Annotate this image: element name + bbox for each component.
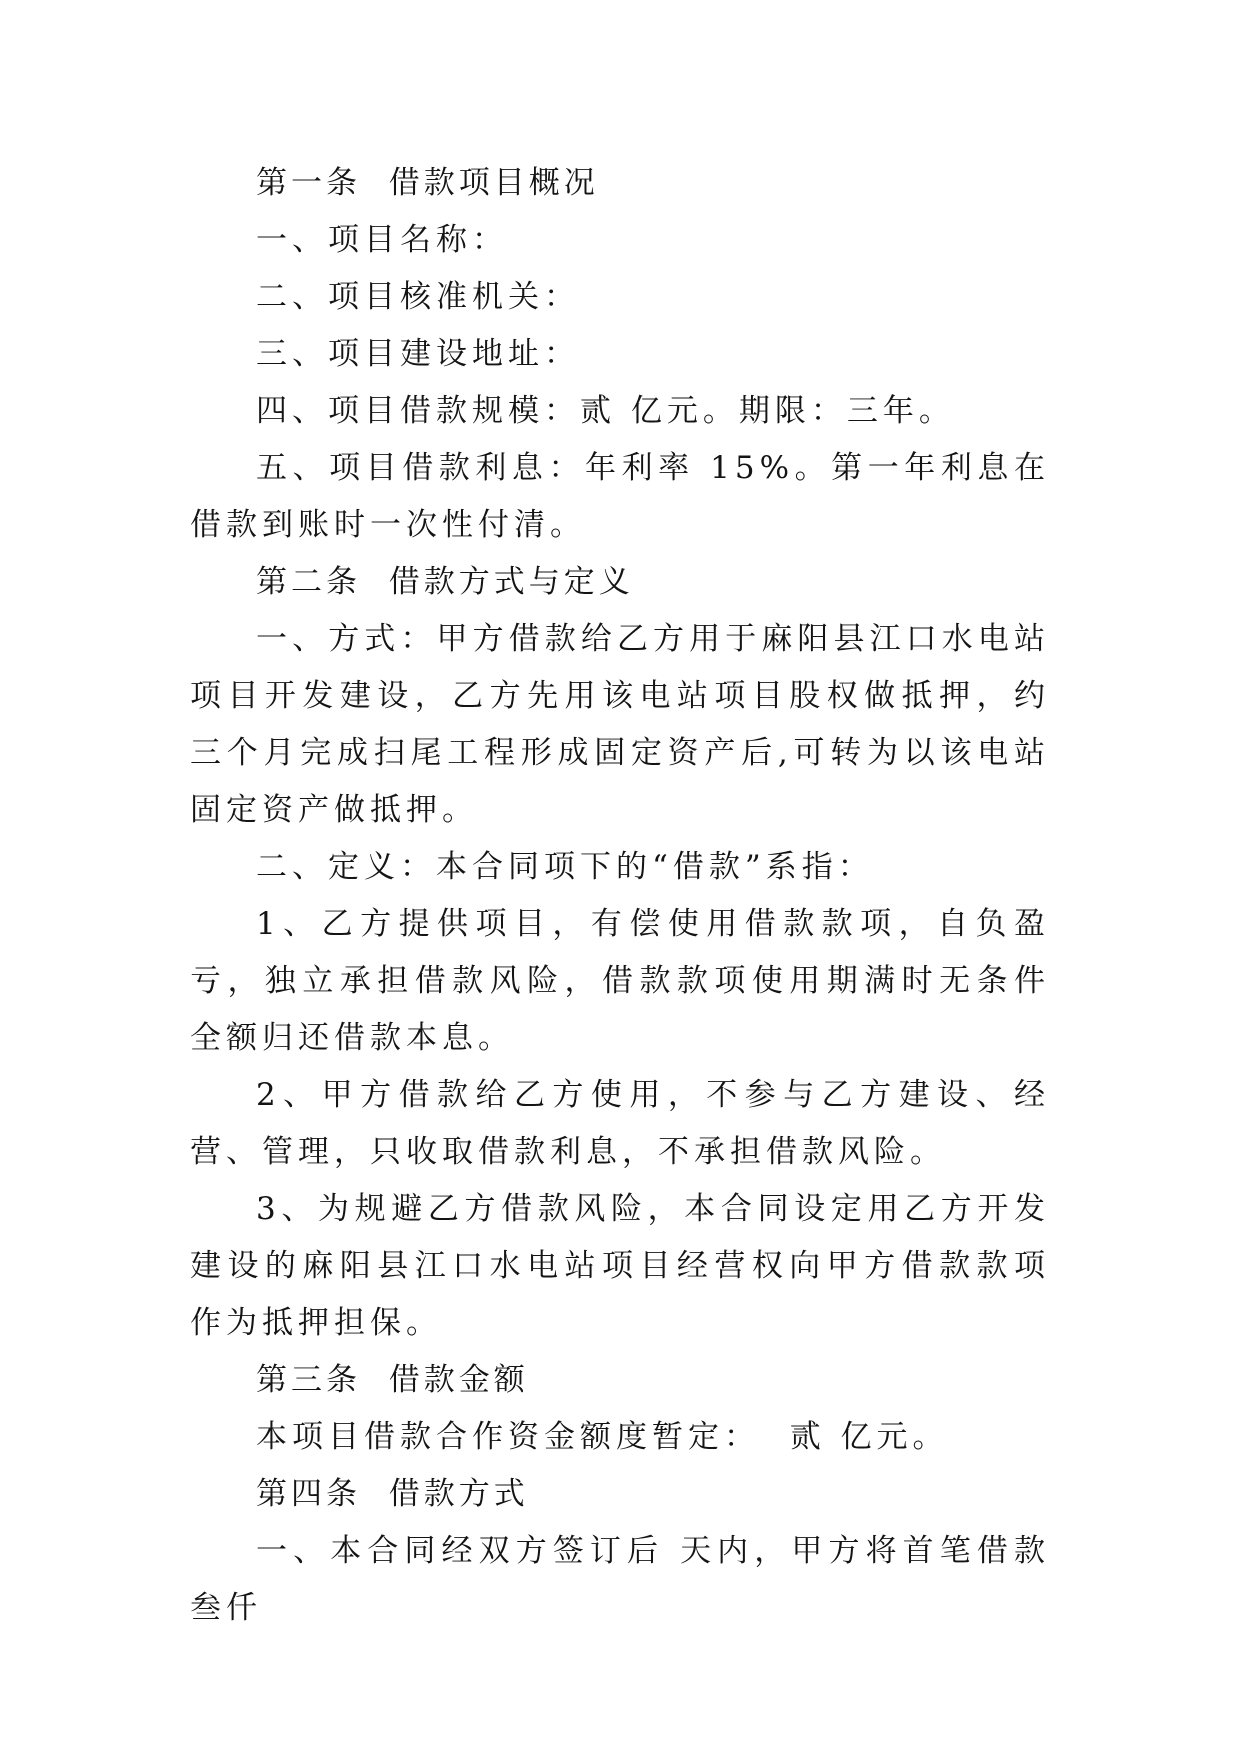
definition-item-3: 3、为规避乙方借款风险，本合同设定用乙方开发建设的麻阳县江口水电站项目经营权向甲方借款款项作为抵押担保。 — [190, 1191, 1050, 1341]
article-1-heading: 第一条 借款项目概况 — [256, 165, 599, 201]
definition-line: 二、定义：本合同项下的“借款”系指： — [256, 849, 874, 885]
article-4-heading: 第四条 借款方式 — [256, 1476, 529, 1512]
article-2-heading: 第二条 借款方式与定义 — [256, 564, 634, 600]
approval-authority-line: 二、项目核准机关： — [256, 279, 580, 315]
loan-scale-line: 四、项目借款规模：贰 亿元。期限：三年。 — [256, 393, 955, 429]
construction-address-line: 三、项目建设地址： — [256, 336, 580, 372]
article-3-heading: 第三条 借款金额 — [256, 1362, 529, 1398]
loan-amount-line: 本项目借款合作资金额度暂定： 贰 亿元。 — [256, 1419, 949, 1455]
definition-item-1: 1、乙方提供项目，有偿使用借款款项，自负盈亏，独立承担借款风险，借款款项使用期满时无条件全额归还借款本息。 — [190, 906, 1050, 1056]
disbursement-paragraph: 一、本合同经双方签订后 天内，甲方将首笔借款叁仟 — [190, 1533, 1050, 1626]
definition-item-2: 2、甲方借款给乙方使用，不参与乙方建设、经营、管理，只收取借款利息，不承担借款风险。 — [190, 1077, 1050, 1170]
loan-method-paragraph: 一、方式：甲方借款给乙方用于麻阳县江口水电站项目开发建设，乙方先用该电站项目股权做抵押，约三个月完成扫尾工程形成固定资产后,可转为以该电站固定资产做抵押。 — [190, 621, 1050, 828]
document-body — [190, 155, 1050, 1637]
loan-interest-paragraph: 五、项目借款利息：年利率 15%。第一年利息在借款到账时一次性付清。 — [190, 450, 1050, 543]
project-name-line: 一、项目名称： — [256, 222, 508, 258]
